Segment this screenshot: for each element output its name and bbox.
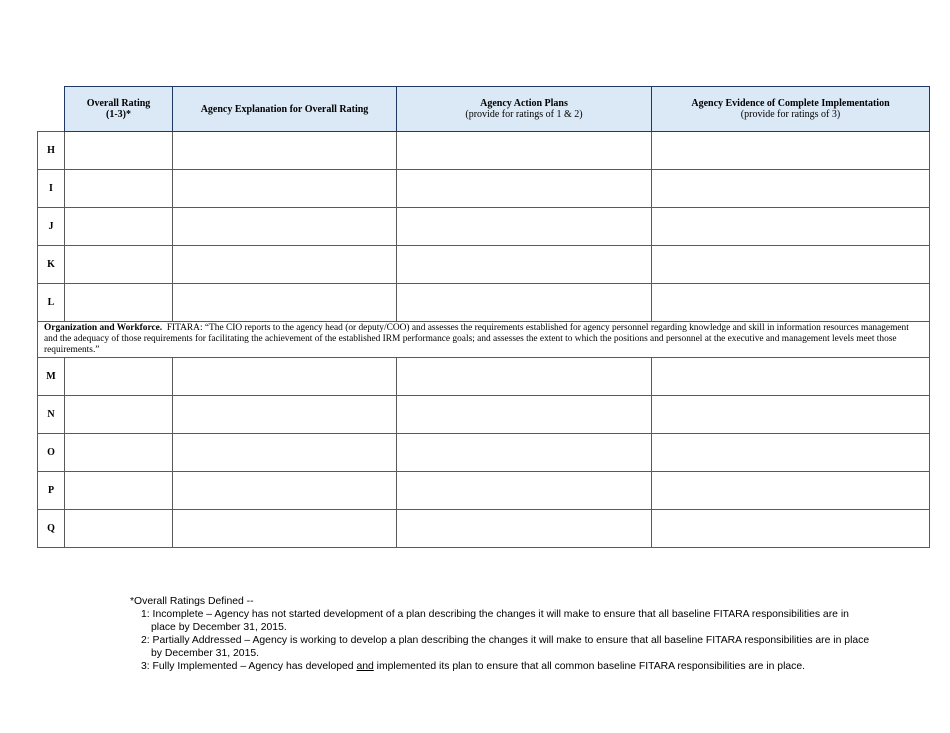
- header-evidence: [652, 87, 930, 132]
- header-overall-rating: [65, 87, 173, 132]
- evidence-cell[interactable]: [652, 396, 930, 434]
- table-row: [38, 208, 930, 246]
- rating-cell[interactable]: [65, 510, 173, 548]
- action-plans-cell[interactable]: [397, 170, 652, 208]
- rating-cell[interactable]: [65, 472, 173, 510]
- rating-cell[interactable]: [65, 132, 173, 170]
- row-label: L: [38, 284, 65, 322]
- rating-cell[interactable]: [65, 358, 173, 396]
- rating-cell[interactable]: [65, 434, 173, 472]
- evidence-cell[interactable]: [652, 208, 930, 246]
- evidence-cell[interactable]: [652, 170, 930, 208]
- evidence-cell[interactable]: [652, 510, 930, 548]
- explanation-cell[interactable]: [173, 472, 397, 510]
- section-row: [38, 322, 930, 358]
- explanation-cell[interactable]: [173, 358, 397, 396]
- header-evidence-subtitle: (provide for ratings of 3): [740, 109, 841, 120]
- header-agency-explanation: [173, 87, 397, 132]
- rating-cell[interactable]: [65, 208, 173, 246]
- evidence-cell[interactable]: [652, 246, 930, 284]
- footnote-item-2: 2: Partially Addressed – Agency is working to develop a plan describing the changes it will make to ensure that all baseline FITARA responsibilities are in place by December 31, 2015.: [141, 635, 870, 659]
- row-label: O: [38, 434, 65, 472]
- row-label: Q: [38, 510, 65, 548]
- evidence-cell[interactable]: [652, 358, 930, 396]
- footnote-item-3-text: 3: Fully Implemented – Agency has developed: [141, 661, 357, 672]
- header-overall-rating-title: Overall Rating: [86, 98, 151, 109]
- header-row: [38, 87, 930, 132]
- footnote-item-3-underlined: and: [356, 661, 374, 672]
- explanation-cell[interactable]: [173, 208, 397, 246]
- action-plans-cell[interactable]: [397, 510, 652, 548]
- action-plans-cell[interactable]: [397, 396, 652, 434]
- section-text: FITARA: “The CIO reports to the agency head (or deputy/COO) and assesses the requirements established for agency personnel regarding knowledge and skill in information resources management and the adequacy of those requirements for facilitating the achievement of the established IRM performance goals; and assesses the extent to which the positions and personnel at the executive and management levels meet those requirements.”: [44, 323, 909, 355]
- action-plans-cell[interactable]: [397, 434, 652, 472]
- evidence-cell[interactable]: [652, 284, 930, 322]
- table-row: [38, 246, 930, 284]
- action-plans-cell[interactable]: [397, 208, 652, 246]
- explanation-cell[interactable]: [173, 510, 397, 548]
- action-plans-cell[interactable]: [397, 132, 652, 170]
- footnote-item-3: [130, 660, 871, 673]
- explanation-cell[interactable]: [173, 284, 397, 322]
- evidence-cell[interactable]: [652, 434, 930, 472]
- ratings-table: [37, 86, 930, 548]
- footnote-item-1: 1: Incomplete – Agency has not started development of a plan describing the changes it will make to ensure that all baseline FITARA responsibilities are in place by December 31, 2015.: [141, 609, 849, 633]
- header-blank-cell: [38, 87, 65, 132]
- table-row: [38, 434, 930, 472]
- row-label: H: [38, 132, 65, 170]
- row-label: P: [38, 472, 65, 510]
- section-heading: Organization and Workforce.: [44, 323, 163, 333]
- explanation-cell[interactable]: [173, 132, 397, 170]
- section-description: [38, 322, 930, 358]
- row-label: I: [38, 170, 65, 208]
- ratings-footnote: [130, 595, 871, 673]
- action-plans-cell[interactable]: [397, 246, 652, 284]
- rating-cell[interactable]: [65, 246, 173, 284]
- explanation-cell[interactable]: [173, 396, 397, 434]
- header-action-plans: [397, 87, 652, 132]
- table-row: [38, 510, 930, 548]
- explanation-cell[interactable]: [173, 434, 397, 472]
- row-label: K: [38, 246, 65, 284]
- table-row: [38, 284, 930, 322]
- header-agency-explanation-title: Agency Explanation for Overall Rating: [200, 103, 369, 115]
- table-row: [38, 132, 930, 170]
- header-evidence-title: Agency Evidence of Complete Implementation: [691, 98, 890, 109]
- rating-cell[interactable]: [65, 170, 173, 208]
- header-overall-rating-range: (1-3)*: [106, 109, 131, 120]
- evidence-cell[interactable]: [652, 132, 930, 170]
- footnote-title: *Overall Ratings Defined --: [130, 596, 254, 607]
- action-plans-cell[interactable]: [397, 358, 652, 396]
- explanation-cell[interactable]: [173, 170, 397, 208]
- action-plans-cell[interactable]: [397, 472, 652, 510]
- row-label: M: [38, 358, 65, 396]
- header-action-plans-subtitle: (provide for ratings of 1 & 2): [465, 109, 583, 120]
- rating-cell[interactable]: [65, 396, 173, 434]
- footnote-item-3-rest: implemented its plan to ensure that all common baseline FITARA responsibilities are in place.: [373, 661, 806, 672]
- explanation-cell[interactable]: [173, 246, 397, 284]
- evidence-cell[interactable]: [652, 472, 930, 510]
- row-label: N: [38, 396, 65, 434]
- table-row: [38, 170, 930, 208]
- header-action-plans-title: Agency Action Plans: [480, 98, 568, 109]
- rating-cell[interactable]: [65, 284, 173, 322]
- row-label: J: [38, 208, 65, 246]
- table-row: [38, 358, 930, 396]
- action-plans-cell[interactable]: [397, 284, 652, 322]
- table-row: [38, 396, 930, 434]
- table-row: [38, 472, 930, 510]
